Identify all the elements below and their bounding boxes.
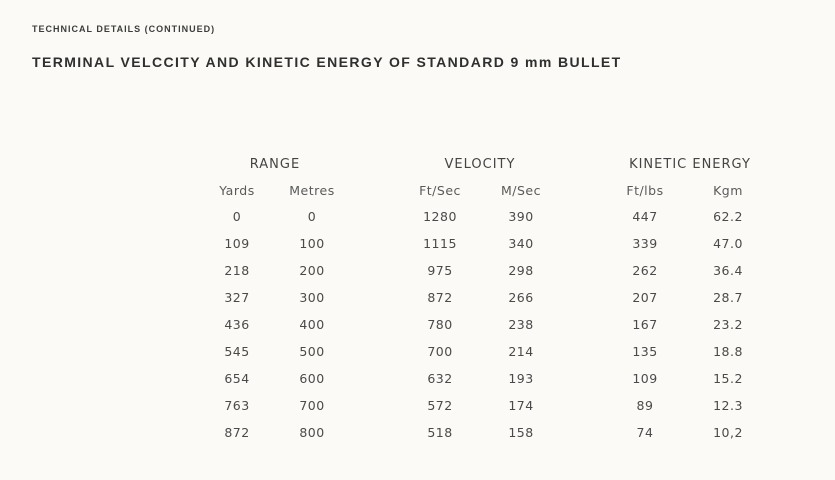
cell-ft-lbs: 89 bbox=[636, 398, 654, 413]
table-row bbox=[200, 344, 780, 371]
cell-ft-lbs: 339 bbox=[632, 236, 658, 251]
subheader-kgm: Kgm bbox=[713, 183, 743, 198]
cell-kgm: 15.2 bbox=[713, 371, 743, 386]
cell-ft-sec: 780 bbox=[427, 317, 453, 332]
cell-ft-sec: 872 bbox=[427, 290, 453, 305]
cell-ft-lbs: 74 bbox=[636, 425, 654, 440]
subheader-m-sec: M/Sec bbox=[501, 183, 541, 198]
cell-kgm: 28.7 bbox=[713, 290, 743, 305]
subheader-metres: Metres bbox=[289, 183, 335, 198]
cell-metres: 0 bbox=[307, 209, 317, 224]
cell-metres: 100 bbox=[299, 236, 325, 251]
subheader-yards: Yards bbox=[219, 183, 255, 198]
cell-m-sec: 390 bbox=[508, 209, 534, 224]
table-row bbox=[200, 371, 780, 398]
ballistics-table bbox=[200, 157, 780, 452]
cell-ft-lbs: 207 bbox=[632, 290, 658, 305]
cell-yards: 218 bbox=[224, 263, 250, 278]
cell-m-sec: 298 bbox=[508, 263, 534, 278]
table-row bbox=[200, 263, 780, 290]
cell-kgm: 12.3 bbox=[713, 398, 743, 413]
cell-yards: 436 bbox=[224, 317, 250, 332]
cell-m-sec: 340 bbox=[508, 236, 534, 251]
cell-ft-sec: 1115 bbox=[423, 236, 457, 251]
cell-ft-sec: 518 bbox=[427, 425, 453, 440]
cell-metres: 800 bbox=[299, 425, 325, 440]
cell-kgm: 18.8 bbox=[713, 344, 743, 359]
cell-m-sec: 158 bbox=[508, 425, 534, 440]
subheader-row bbox=[200, 183, 780, 209]
cell-kgm: 10,2 bbox=[713, 425, 743, 440]
cell-metres: 500 bbox=[299, 344, 325, 359]
cell-kgm: 62.2 bbox=[713, 209, 743, 224]
cell-yards: 0 bbox=[232, 209, 242, 224]
cell-kgm: 23.2 bbox=[713, 317, 743, 332]
group-kinetic-energy: KINETIC ENERGY bbox=[629, 157, 751, 172]
cell-yards: 872 bbox=[224, 425, 250, 440]
group-velocity: VELOCITY bbox=[444, 157, 516, 172]
page-title: TERMINAL VELCCITY AND KINETIC ENERGY OF STANDARD 9 mm BULLET bbox=[32, 54, 622, 70]
cell-kgm: 36.4 bbox=[713, 263, 743, 278]
cell-metres: 300 bbox=[299, 290, 325, 305]
table-row bbox=[200, 425, 780, 452]
table-row bbox=[200, 209, 780, 236]
cell-m-sec: 214 bbox=[508, 344, 534, 359]
cell-m-sec: 238 bbox=[508, 317, 534, 332]
cell-m-sec: 266 bbox=[508, 290, 534, 305]
cell-yards: 763 bbox=[224, 398, 250, 413]
cell-ft-sec: 1280 bbox=[423, 209, 457, 224]
cell-yards: 327 bbox=[224, 290, 250, 305]
table-row bbox=[200, 398, 780, 425]
group-range: RANGE bbox=[249, 157, 301, 172]
subheader-ft-sec: Ft/Sec bbox=[419, 183, 461, 198]
cell-ft-lbs: 262 bbox=[632, 263, 658, 278]
cell-yards: 545 bbox=[224, 344, 250, 359]
cell-ft-sec: 572 bbox=[427, 398, 453, 413]
cell-m-sec: 174 bbox=[508, 398, 534, 413]
table-row bbox=[200, 236, 780, 263]
cell-ft-sec: 700 bbox=[427, 344, 453, 359]
subheader-ft-lbs: Ft/lbs bbox=[626, 183, 664, 198]
cell-metres: 400 bbox=[299, 317, 325, 332]
group-header-row bbox=[200, 157, 780, 183]
cell-kgm: 47.0 bbox=[713, 236, 743, 251]
cell-m-sec: 193 bbox=[508, 371, 534, 386]
table-row bbox=[200, 317, 780, 344]
cell-ft-sec: 632 bbox=[427, 371, 453, 386]
cell-ft-lbs: 135 bbox=[632, 344, 658, 359]
cell-ft-lbs: 447 bbox=[632, 209, 658, 224]
cell-yards: 109 bbox=[224, 236, 250, 251]
cell-metres: 600 bbox=[299, 371, 325, 386]
cell-ft-lbs: 167 bbox=[632, 317, 658, 332]
cell-metres: 700 bbox=[299, 398, 325, 413]
cell-yards: 654 bbox=[224, 371, 250, 386]
section-label: TECHNICAL DETAILS (CONTINUED) bbox=[32, 24, 216, 34]
cell-metres: 200 bbox=[299, 263, 325, 278]
cell-ft-sec: 975 bbox=[427, 263, 453, 278]
table-row bbox=[200, 290, 780, 317]
cell-ft-lbs: 109 bbox=[632, 371, 658, 386]
